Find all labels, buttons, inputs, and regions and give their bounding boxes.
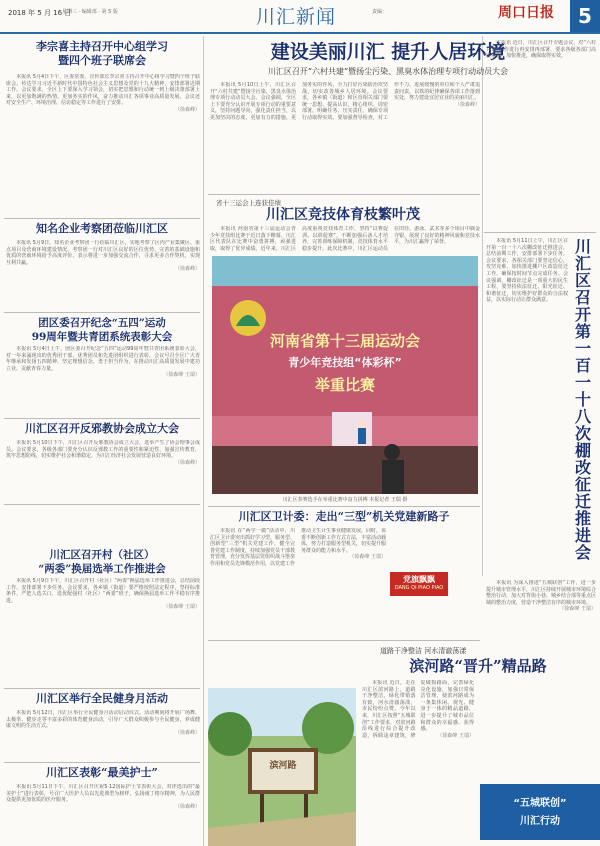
river-sign-text: 滨河路	[269, 761, 297, 771]
river-kicker: 道路干净整洁 河水清澈荡漾	[380, 647, 467, 655]
article-body	[6, 784, 200, 842]
party-badge-title: 党旗飘飘	[403, 575, 435, 584]
right-article-body	[486, 238, 568, 578]
article-body	[6, 240, 200, 302]
byline: （徐森峰 王瑞）	[349, 554, 386, 561]
separator	[4, 504, 200, 505]
separator	[484, 232, 596, 233]
party-headline: 川汇区卫计委：走出“三型”机关党建新路子	[238, 510, 450, 523]
separator	[208, 640, 480, 641]
photo-banner-line3: 举重比赛	[314, 376, 375, 394]
header-editor: 责编：	[372, 9, 388, 15]
separator	[208, 506, 480, 507]
paragraph: 本报讯 近日，川汇区召开专题会议，对“六村共建”工作进行再安排再部署，要求各级各部门高度重视，加快推进，确保取得实效。	[486, 40, 596, 60]
headline-fitness-month: 川汇区举行全民健身月活动	[36, 692, 168, 705]
paragraph: 本报讯 5月9日下午，川汇区召开村（社区）“两委”换届选举工作推进会，总结前段工作，安排部署下步任务。会议要求，各乡镇（街道）要严格按照法定程序，坚持标准条件，严把人选关口，选优配强村（社区）“两委”班子，确保换届选举工作平稳有序推进。	[6, 578, 200, 604]
byline: （徐森峰）	[174, 106, 200, 113]
sports-kicker: 省十三运会上连获佳绩	[216, 199, 281, 207]
column-divider	[203, 36, 204, 846]
paragraph: 本报讯 河南省第十三届运动会青少年竞技组比赛于近日落下帷幕，川汇区代表队在比赛中奋勇拼搏，顽强进取，取得了优异成绩。近年来，川汇区高度重视竞技体育工作，坚持“以赛促训、以训促赛”，不断加强后备人才培养，完善训练保障机制，竞技体育水平稳步提升。此次比赛中，川汇区运动员在田径、游泳、武术等多个项目中摘金夺银，展现了良好的精神风貌和竞技水平，为川汇赢得了荣誉。	[210, 226, 480, 252]
headline-best-nurse: 川汇区表彰“最美护士”	[46, 766, 158, 779]
paragraph: 本报讯 5月12日，川汇区举行全民健身月活动启动仪式。活动期间将开展广场舞、太极拳、健步走等丰富多彩的体育健身活动，引导广大群众积极参与全民健身，养成健康文明的生活方式。	[6, 710, 200, 730]
paragraph: 本报讯 5月4日下午，区委常委、宣传部长李宗喜主持召开中心组学习暨四个班子联席会，传达学习习近平新时代中国特色社会主义思想及党的十九大精神，安排部署近期工作。会议要求，全区上下要深入学习领会，切实把思想和行动统一到上级决策部署上来，以更加饱满的热情、更加务实的作风，奋力推动川汇各项事业高质量发展。会议还对安全生产、环境治理、信访稳定等工作进行了安排。	[6, 74, 200, 107]
five-city-line2: 川汇行动	[520, 816, 560, 827]
paragraph: 本报讯 5月4日上午，团区委召开纪念“五四”运动99周年暨共青团系统表彰大会，对一年来涌现出的优秀团干部、优秀团员和先进团组织进行表彰。会议号召全区广大青年继承和发扬五四精神，坚定理想信念，勇于担当作为，在推动川汇高质量发展中建功立业、贡献青春力量。	[6, 346, 200, 372]
section-title: 川汇新闻	[256, 6, 337, 28]
party-body	[210, 528, 386, 632]
headline-enterprise-visit: 知名企业考察团莅临川汇区	[36, 222, 168, 235]
separator	[208, 194, 480, 195]
article-body	[6, 346, 200, 412]
headline-line: 川汇区召开村（社区）	[49, 549, 155, 561]
five-city-line1: “五城联创”	[513, 798, 567, 809]
headline-line: 暨四个班子联席会	[58, 54, 146, 67]
sports-photo	[212, 256, 478, 494]
river-photo	[208, 688, 356, 846]
right-article-body	[486, 580, 596, 778]
headline-may-fourth	[4, 316, 200, 344]
headline-center-study	[4, 40, 200, 68]
byline: （徐森峰）	[174, 459, 200, 466]
photo-caption: 川汇区参赛选手在举重比赛中奋力拼搏 本报记者 王瑞 摄	[282, 497, 408, 503]
paragraph: 本报讯 5月10日下午，川汇区召开反邪教协会成立大会，选举产生了协会理事会成员。会议要求，各级各部门要充分认识反邪教工作的重要性和紧迫性，加强宣传教育，筑牢思想防线，切实维护社会和谐稳定，为川汇经济社会发展营造良好环境。	[6, 440, 200, 460]
vertical-headline: 川汇区召开第一百一十八次棚改征迁推进会	[574, 237, 591, 562]
byline: （徐森峰 王瑞）	[163, 604, 200, 611]
paragraph: 本报讯 5月9日，知名企业考察团一行莅临川汇区，实地考察了区内产业集聚区、重点项目及营商环境建设情况。考察团一行对川汇区良好的区位优势、完善的基础设施和优质的营商环境给予高度评价，表示将进一步加强交流合作，寻求更多合作契机，实现互利共赢。	[6, 240, 200, 266]
separator	[4, 688, 200, 689]
byline: （徐森峰 王瑞）	[437, 732, 474, 739]
river-body	[362, 680, 474, 840]
header-info: 星期三 · 编辑部 · 第 5 版	[62, 9, 118, 15]
issue-date: 2018 年 5 月 16 日	[8, 9, 72, 17]
separator	[4, 762, 200, 763]
sports-body	[210, 226, 480, 254]
byline: （徐森峰 王瑞）	[559, 606, 596, 613]
paragraph: 本报讯 5月11日上午，川汇区召开第一百一十八次棚改征迁推进会，总结前期工作，安排部署下步任务。会议要求，各相关部门要坚定信心，攻坚克难，加快推进棚户区改造征迁工作，确保按时间节点完成任务。会议强调，棚改征迁是一项重大的民生工程，要坚持依法征迁、阳光征迁、和谐征迁，切实维护好群众的合法权益，以实际行动让群众满意。	[486, 238, 568, 304]
paragraph: 本报讯 5月10日上午，川汇区召开“六村共建”暨扬尘污染、黑臭水体治理专项行动动员大会。会议强调，全区上下要充分认识开展专项行动的重要意义，坚持问题导向，强化责任担当，以更加坚决的态度、更加有力的措施、更加务实的作风，全力打好污染防治攻坚战，切实改善城乡人居环境。会议要求，各乡镇（街道）和区直相关部门要统一思想、提高认识，精心组织、周密部署，明确任务、压实责任，确保专项行动取得实效。要加强督导检查，对工作不力、进展缓慢的单位和个人严肃追责问责，以铁的纪律确保各项工作落到实处，努力建设宜居宜业的美丽川汇。	[210, 82, 480, 121]
paragraph: 本报讯 5月11日下午，川汇区召开庆祝5·12国际护士节表彰大会，对评选出的“最美护士”进行表彰，号召广大医护人员以先进典型为榜样，弘扬南丁格尔精神，为人民群众提供更加优质的医疗服务。	[6, 784, 200, 804]
paragraph: 本报讯 在“两学一做”活动中，川汇区卫计委突出抓好学习型、服务型、创新型“三型”机关党建工作，健全完善党建工作制度，持续加强党员干部教育管理，充分发挥基层党组织战斗堡垒作用和党员先锋模范作用，以党建工作推动卫生计生事业健康发展。同时，该委不断创新工作方式方法，丰富活动载体，努力打造服务型机关，切实提升服务群众的能力和水平。	[210, 528, 386, 567]
separator	[4, 418, 200, 419]
article-body	[6, 74, 200, 216]
river-headline: 滨河路“晋升”精品路	[409, 657, 547, 675]
lead-subheadline: 川汇区召开“六村共建”暨扬尘污染、黑臭水体治理专项行动动员大会	[267, 67, 509, 76]
article-body	[6, 440, 200, 498]
headline-anti-cult: 川汇区召开反邪教协会成立大会	[25, 422, 179, 435]
paragraph: 本报讯 近日，走在川汇区滨河路上，道路干净整洁，绿化带错落有致，河水清澈荡漾，市民纷纷点赞。今年以来，川汇区按照“五城联创”工作要求，对滨河路沿线进行综合提升改造，拆除违章建筑，修复破损路面，完善绿化亮化设施，加强日常保洁管理，使滨河路成为一条集休闲、观光、健身于一体的精品道路，进一步提升了城市品位和群众的幸福感、获得感。	[362, 680, 474, 739]
headline-line: 李宗喜主持召开中心组学习	[36, 40, 168, 53]
header-rule	[0, 32, 600, 34]
separator	[4, 218, 200, 219]
byline: （徐森峰）	[454, 101, 480, 108]
headline-village-election	[4, 548, 200, 576]
headline-line: 团区委召开纪念“五四”运动	[38, 317, 166, 329]
lead-headline: 建设美丽川汇 提升人居环境	[270, 41, 506, 63]
byline: （徐森峰）	[174, 803, 200, 810]
photo-banner-line1: 河南省第十三届运动会	[269, 332, 420, 350]
photo-banner-line2: 青少年竞技组“体彩杯”	[288, 356, 402, 369]
page-number: 5	[570, 0, 600, 32]
article-body	[6, 710, 200, 756]
article-body	[6, 578, 200, 676]
byline: （徐森峰）	[174, 729, 200, 736]
headline-line: 99周年暨共青团系统表彰大会	[31, 331, 173, 343]
party-badge-sub: DANG QI PIAO PIAO	[394, 585, 444, 591]
separator	[4, 312, 200, 313]
lead-article-body	[210, 82, 480, 188]
byline: （徐森峰 王瑞）	[163, 372, 200, 379]
paper-logo: 周口日报	[498, 5, 554, 21]
byline: （徐森峰）	[174, 266, 200, 273]
sports-headline: 川汇区竞技体育枝繁叶茂	[266, 207, 420, 223]
right-article-body	[486, 40, 596, 230]
headline-line: “两委”换届选举工作推进会	[38, 563, 166, 575]
paragraph: 本报讯 为深入推进“五城联创”工作，进一步提升城市管理水平，川汇区持续开展城市环境综合整治行动，加大对背街小巷、城乡结合部等重点区域的整治力度，营造干净整洁有序的城市环境。	[486, 580, 596, 606]
column-divider	[482, 36, 483, 576]
